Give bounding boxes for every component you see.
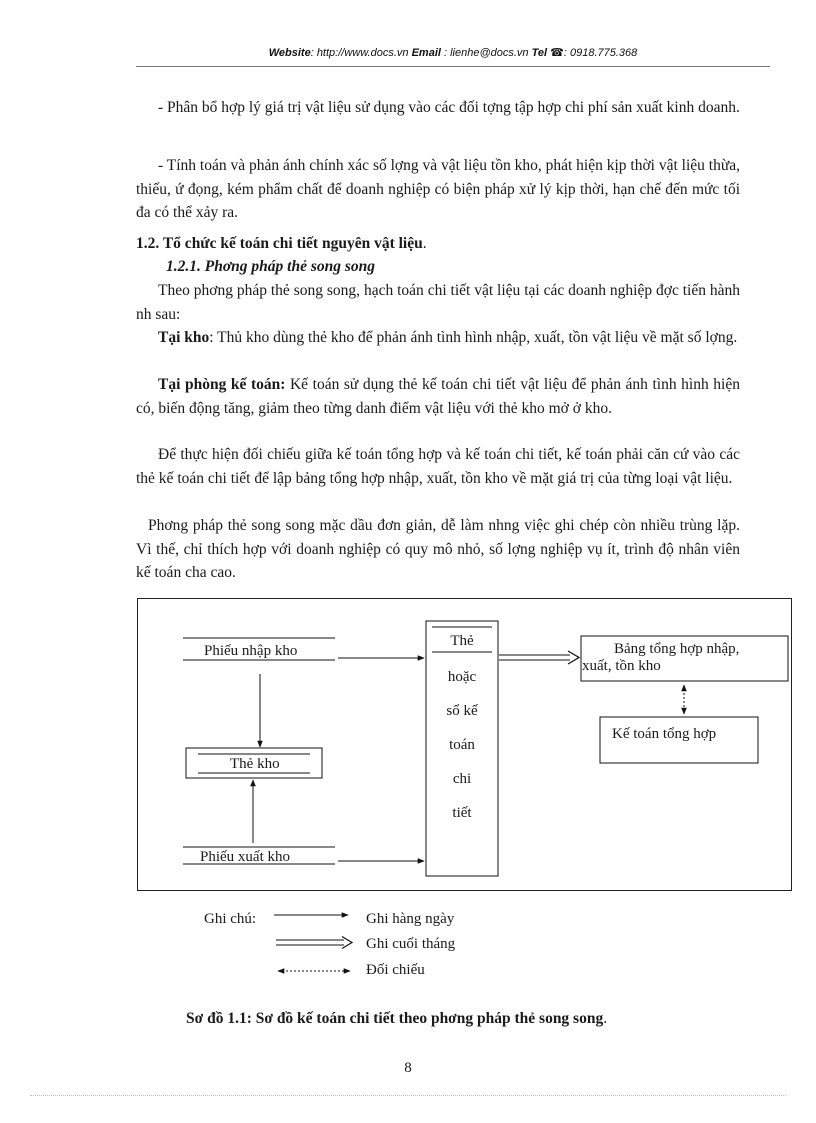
paragraph-method-intro: Theo phơng pháp thẻ song song, hạch toán chi tiết vật liệu tại các doanh nghiệp đợc tiến hành nh sau:: [136, 282, 740, 323]
section-heading-text: 1.2. Tổ chức kế toán chi tiết nguyên vật liệu: [136, 235, 423, 252]
phieu-nhap-kho-label: Phiếu nhập kho: [204, 643, 298, 659]
ke-toan-tong-hop-label: Kế toán tổng hợp: [612, 726, 717, 742]
paragraph-at-accounting: [136, 373, 740, 420]
the-ke-toan-line-3: sổ kế: [446, 703, 478, 719]
diagram-caption: [186, 1010, 607, 1028]
the-ke-toan-line-4: toán: [449, 737, 475, 753]
page-number: 8: [404, 1060, 412, 1076]
paragraph-at-warehouse: [136, 326, 740, 350]
subsection-heading: 1.2.1. Phơng pháp thẻ song song: [166, 258, 376, 275]
legend-compare-text: Đối chiếu: [366, 962, 425, 978]
legend-symbols: [270, 905, 360, 980]
at-warehouse-text: : Thủ kho dùng thẻ kho để phản ánh tình hình nhập, xuất, tồn vật liệu về mặt số lợng.: [209, 329, 738, 346]
legend-label: Ghi chú:: [204, 911, 257, 927]
bang-tong-hop-line-2: xuất, tồn kho: [582, 658, 661, 674]
phieu-xuat-kho-label: Phiếu xuất kho: [200, 849, 290, 865]
tel-label: Tel ☎: [531, 47, 564, 59]
email-label: Email: [411, 47, 441, 59]
section-heading: [136, 232, 740, 256]
legend-daily-text: Ghi hàng ngày: [366, 911, 455, 927]
accounting-flow-diagram: [137, 598, 792, 891]
at-accounting-text: Kế toán sử dụng thẻ kế toán chi tiết vật liệu để phản ánh tình hình hiện có, biến động tăng, giảm theo từng danh điểm vật liệu với thẻ kho mở ở kho.: [136, 376, 740, 417]
tel-number: : 0918.775.368: [563, 47, 638, 59]
the-ke-toan-line-6: tiết: [452, 805, 472, 821]
header-divider: [136, 66, 770, 67]
website-label: Website: [268, 47, 311, 59]
at-warehouse-label: Tại kho: [158, 329, 210, 346]
diagram-caption-text: Sơ đồ 1.1: Sơ đồ kế toán chi tiết theo phơng pháp thẻ song song: [186, 1010, 604, 1027]
legend-monthly-text: Ghi cuối tháng: [366, 936, 456, 952]
diagram-caption-period: .: [603, 1010, 608, 1027]
legend-monthly-arrow-head: [342, 937, 352, 949]
the-ke-toan-line-5: chi: [452, 771, 472, 787]
paragraph-calculation: - Tính toán và phản ánh chính xác số lợng và vật liệu tồn kho, phát hiện kịp thời vật liệu thừa, thiếu, ứ đọng, kém phẩm chất để doanh nghiệp có biện pháp xử lý kịp thời, hạn chế đến mức tối đa có thể xảy ra.: [136, 157, 740, 221]
at-accounting-label: Tại phòng kế toán:: [158, 376, 286, 393]
double-arrow-head: [568, 651, 579, 664]
footer-divider: [30, 1095, 786, 1096]
paragraph-evaluation: Phơng pháp thẻ song song mặc dầu đơn giản, dễ làm nhng việc ghi chép còn nhiều trùng lặp. Vì thế, chỉ thích hợp với doanh nghiệp có quy mô nhỏ, số lợng nghiệp vụ ít, trình độ nhân viên kế toán cha cao.: [136, 517, 740, 581]
the-kho-label: Thẻ kho: [230, 756, 280, 772]
section-heading-period: .: [422, 235, 427, 252]
paragraph-allocation: - Phân bổ hợp lý giá trị vật liệu sử dụng vào các đối tợng tập hợp chi phí sản xuất kinh doanh.: [158, 99, 740, 116]
bang-tong-hop-line-1: Bảng tổng hợp nhập,: [614, 641, 740, 657]
page-header: [138, 46, 768, 59]
website-url: : http://www.docs.vn: [310, 47, 412, 59]
paragraph-reconciliation: Để thực hiện đối chiếu giữa kế toán tổng hợp và kế toán chi tiết, kế toán phải căn cứ vào các thẻ kế toán chi tiết để lập bảng tổng hợp nhập, xuất, tồn kho về mặt giá trị của từng loại vật liệu.: [136, 446, 740, 487]
the-ke-toan-line-2: hoặc: [447, 669, 477, 685]
the-ke-toan-line-1: Thẻ: [450, 633, 474, 649]
email-address: : lienhe@docs.vn: [440, 47, 532, 59]
